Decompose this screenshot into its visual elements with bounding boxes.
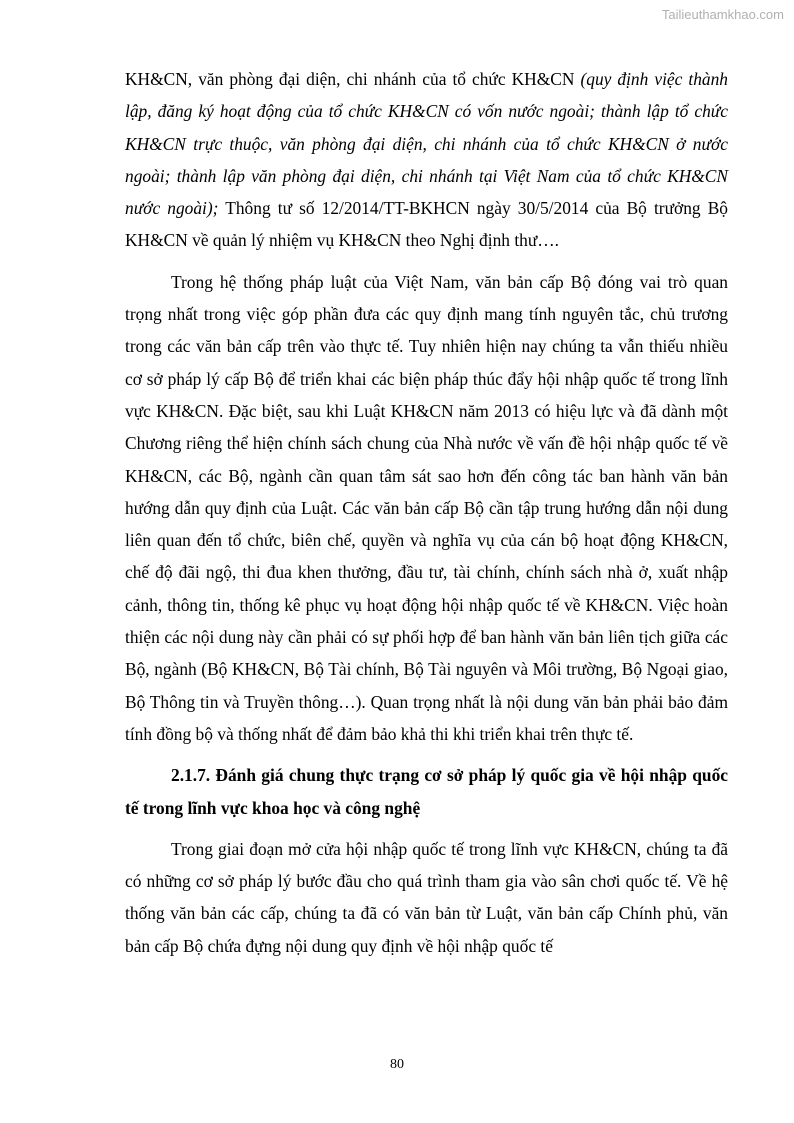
paragraph-1-tail: Thông tư số 12/2014/TT-BKHCN ngày 30/5/2014 của Bộ trưởng Bộ KH&CN về quản lý nhiệm vụ KH&CN theo Nghị định thư….	[125, 198, 728, 251]
paragraph-1-italic: (quy định việc thành lập, đăng ký hoạt động của tổ chức KH&CN có vốn nước ngoài; thành lập tổ chức KH&CN trực thuộc, văn phòng đại diện, chi nhánh của tổ chức KH&CN ở nước ngoài; thành lập văn phòng đại diện, chi nhánh tại Việt Nam của tổ chức KH&CN nước ngoài);	[125, 69, 728, 219]
paragraph-1-lead: KH&CN, văn phòng đại diện, chi nhánh của tổ chức KH&CN	[125, 69, 581, 89]
paragraph-3: Trong giai đoạn mở cửa hội nhập quốc tế trong lĩnh vực KH&CN, chúng ta đã có những cơ sở pháp lý bước đầu cho quá trình tham gia vào sân chơi quốc tế. Về hệ thống văn bản các cấp, chúng ta đã có văn bản từ Luật, văn bản cấp Chính phủ, văn bản cấp Bộ chứa đựng nội dung quy định về hội nhập quốc tế	[125, 838, 728, 956]
document-body	[125, 63, 728, 962]
page-number: 80	[390, 1057, 404, 1072]
section-heading: 2.1.7. Đánh giá chung thực trạng cơ sở pháp lý quốc gia về hội nhập quốc tế trong lĩnh vực khoa học và công nghệ	[125, 765, 728, 818]
paragraph-1	[125, 63, 728, 257]
watermark: Tailieuthamkhao.com	[661, 7, 784, 22]
paragraph-2: Trong hệ thống pháp luật của Việt Nam, văn bản cấp Bộ đóng vai trò quan trọng nhất trong việc góp phần đưa các quy định mang tính nguyên tắc, chủ trương trong các văn bản cấp trên vào thực tế. Tuy nhiên hiện nay chúng ta vẫn thiếu nhiều cơ sở pháp lý cấp Bộ để triển khai các biện pháp thúc đẩy hội nhập quốc tế trong lĩnh vực KH&CN. Đặc biệt, sau khi Luật KH&CN năm 2013 có hiệu lực và đã dành một Chương riêng thể hiện chính sách chung của Nhà nước về vấn đề hội nhập quốc tế về KH&CN, các Bộ, ngành cần quan tâm sát sao hơn đến công tác ban hành văn bản hướng dẫn quy định của Luật. Các văn bản cấp Bộ cần tập trung hướng dẫn nội dung liên quan đến tổ chức, biên chế, quyền và nghĩa vụ của cán bộ hoạt động KH&CN, chế độ đãi ngộ, thi đua khen thưởng, đầu tư, tài chính, chính sách nhà ở, xuất nhập cảnh, thông tin, thống kê phục vụ hoạt động hội nhập quốc tế về KH&CN. Việc hoàn thiện các nội dung này cần phải có sự phối hợp để ban hành văn bản liên tịch giữa các Bộ, ngành (Bộ KH&CN, Bộ Tài chính, Bộ Tài nguyên và Môi trường, Bộ Ngoại giao, Bộ Thông tin và Truyền thông…). Quan trọng nhất là nội dung văn bản phải bảo đảm tính đồng bộ và thống nhất để đảm bảo khả thi khi triển khai trên thực tế.	[125, 271, 728, 744]
